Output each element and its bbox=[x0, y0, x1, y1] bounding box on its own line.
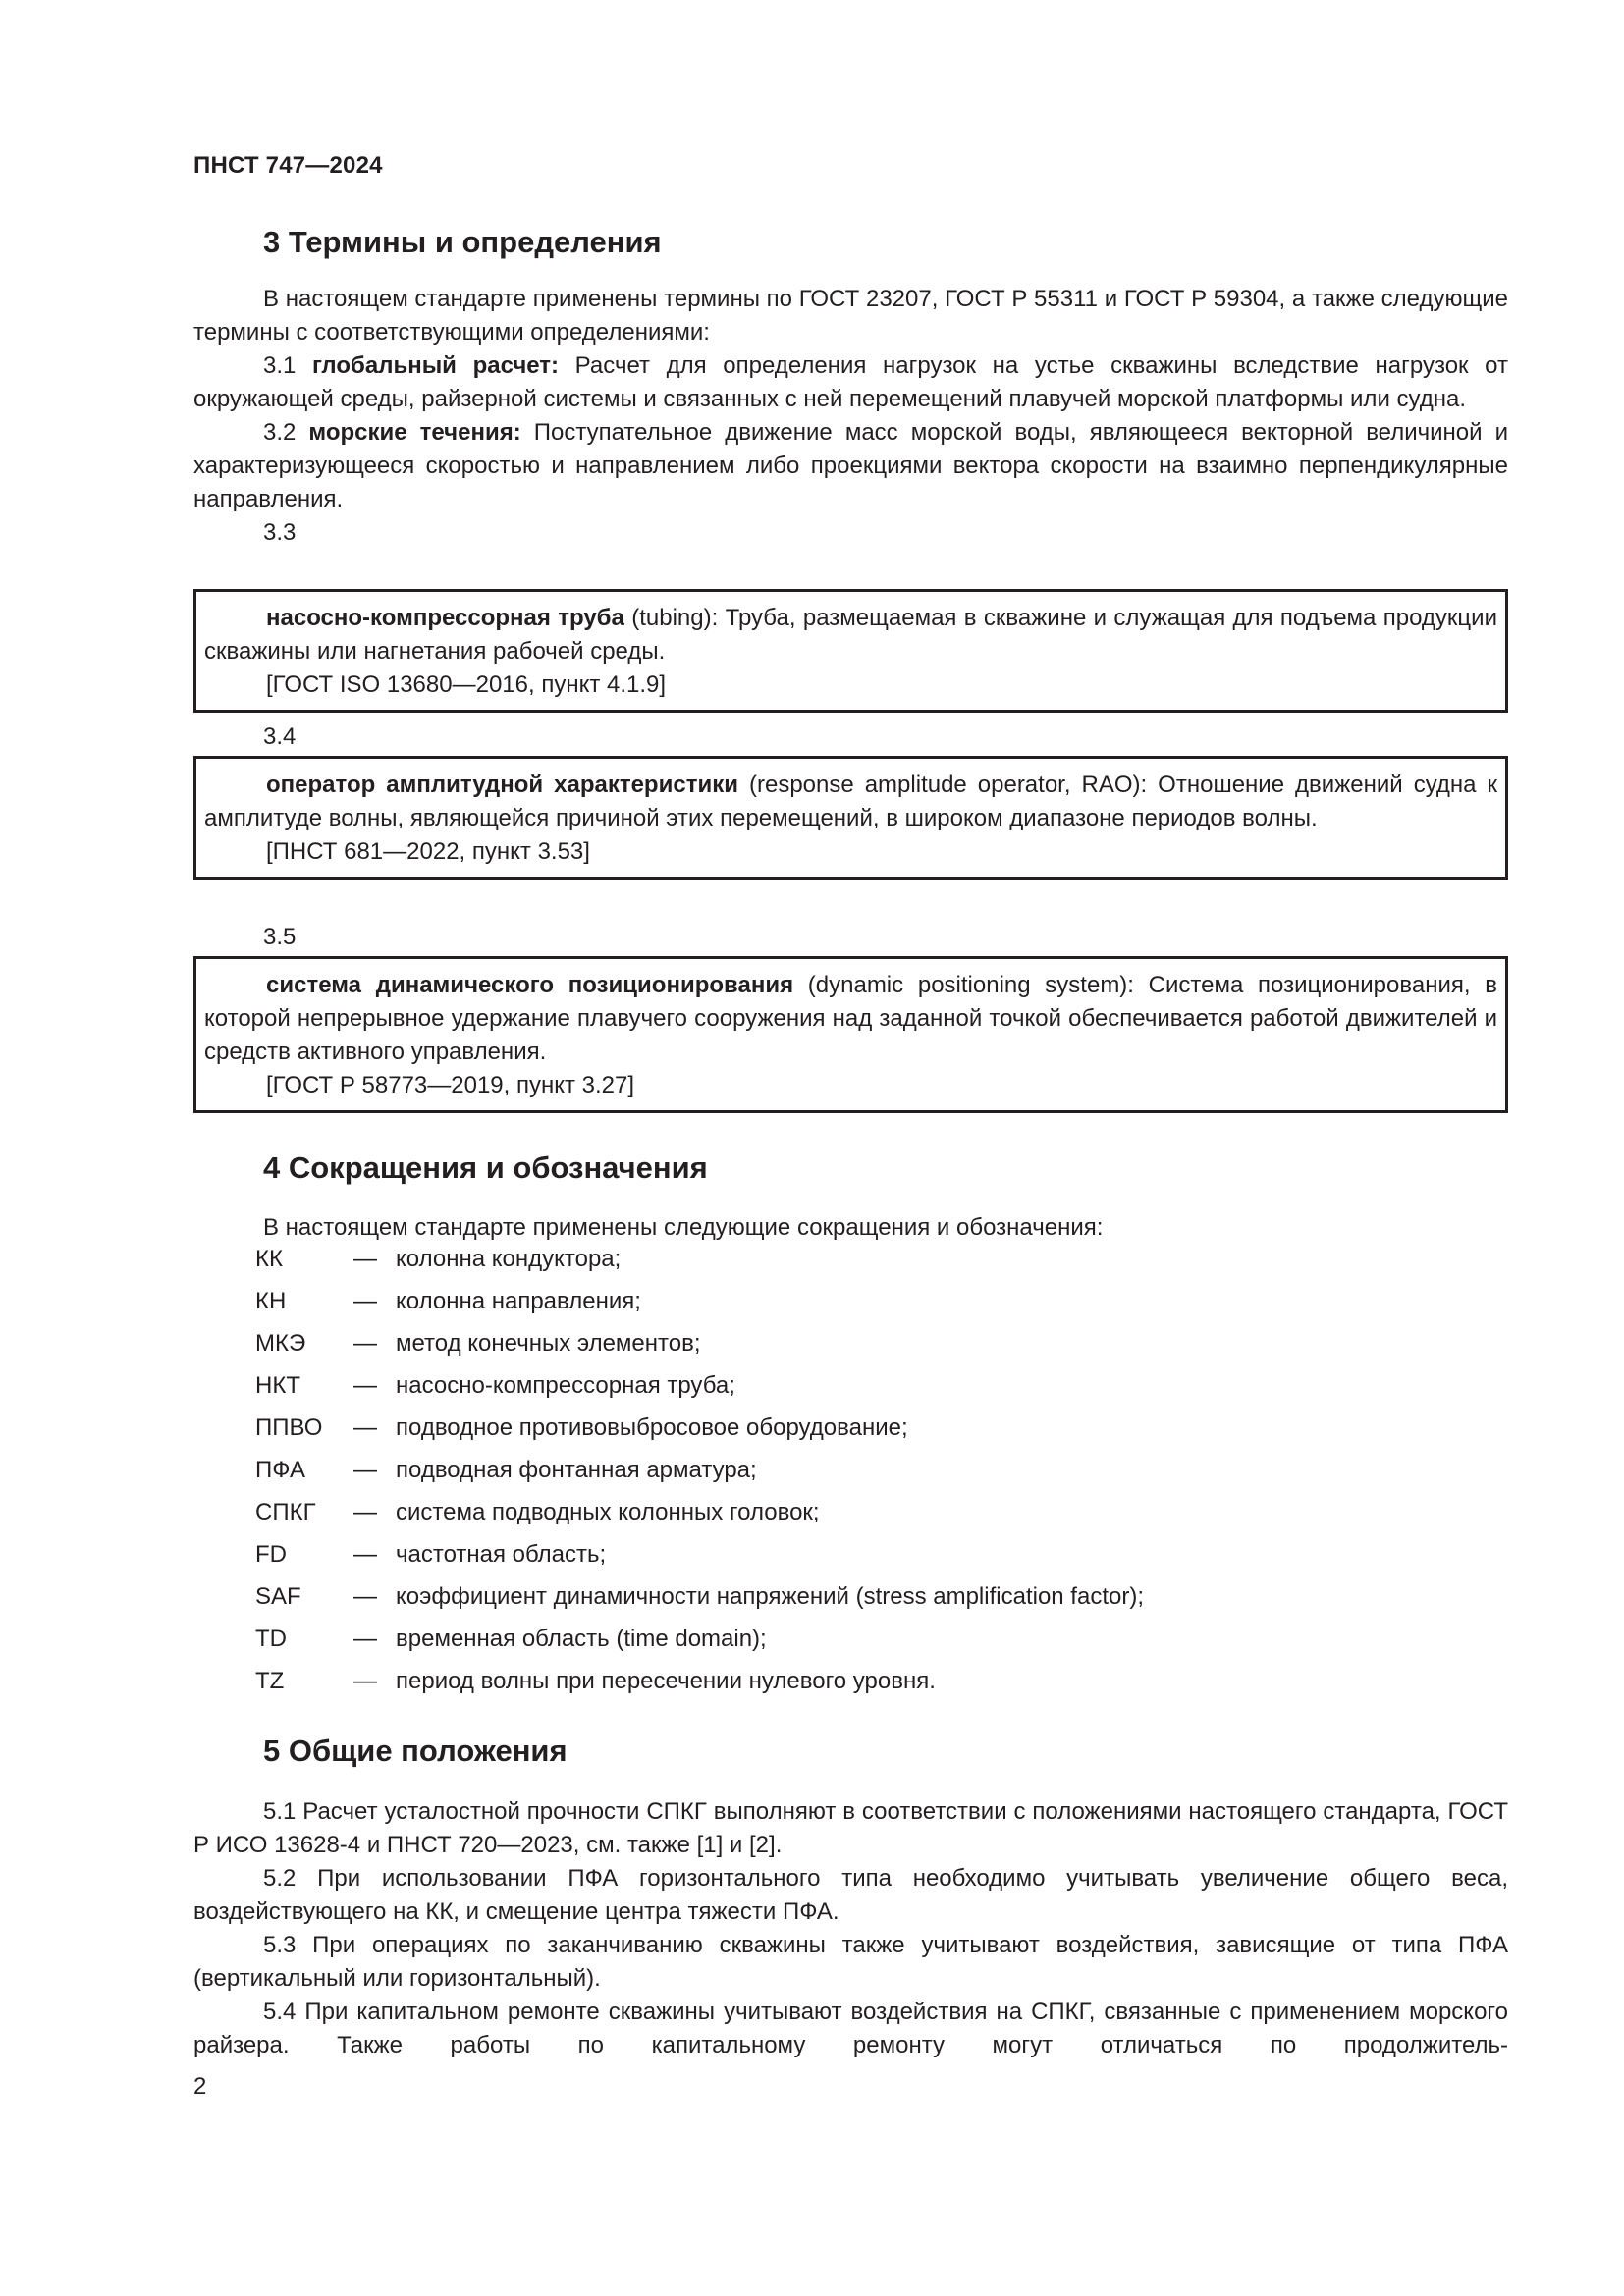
dash: — bbox=[353, 1246, 377, 1272]
abbreviation-item bbox=[255, 1285, 1144, 1327]
abbreviation-key: FD bbox=[255, 1541, 287, 1568]
term-definition: (response amplitude operator, RAO): Отношение движений судна к амплитуде волны, являющейся причиной этих перемещений, в широком диапазоне периодов волны. bbox=[204, 772, 1497, 831]
abbreviation-list bbox=[255, 1243, 1144, 1707]
abbreviation-key: ППВО bbox=[255, 1415, 323, 1441]
dash: — bbox=[353, 1668, 377, 1694]
abbreviation-key: КН bbox=[255, 1288, 287, 1314]
boxed-term-text bbox=[196, 969, 1505, 1069]
abbreviation-item bbox=[255, 1538, 1144, 1580]
term-number: 3.2 bbox=[263, 419, 297, 446]
section-5-body bbox=[193, 1795, 1508, 2062]
abbreviation-key: ПФА bbox=[255, 1457, 305, 1483]
term-name: насосно-компрессорная труба bbox=[266, 605, 624, 631]
clause-5-3: 5.3 При операциях по заканчиванию скважины также учитывают воздействия, зависящие от типа ПФА (вертикальный или горизонтальный). bbox=[193, 1932, 1508, 1992]
abbreviation-item bbox=[255, 1369, 1144, 1412]
abbreviation-item bbox=[255, 1327, 1144, 1369]
abbreviation-key: TZ bbox=[255, 1668, 285, 1694]
abbreviation-item bbox=[255, 1454, 1144, 1496]
section-3-heading: 3 Термины и определения bbox=[263, 225, 662, 259]
section-4-heading: 4 Сокращения и обозначения bbox=[263, 1150, 708, 1185]
abbreviation-item bbox=[255, 1496, 1144, 1538]
abbreviation-meaning: период волны при пересечении нулевого уровня. bbox=[396, 1668, 936, 1694]
term-source: [ГОСТ ISO 13680—2016, пункт 4.1.9] bbox=[266, 671, 667, 698]
abbreviation-meaning: коэффициент динамичности напряжений (stress amplification factor); bbox=[396, 1583, 1144, 1610]
dash: — bbox=[353, 1499, 377, 1525]
abbreviation-item bbox=[255, 1412, 1144, 1454]
term-3-5-number-row bbox=[193, 921, 1508, 954]
abbreviation-key: НКТ bbox=[255, 1372, 300, 1399]
page-number: 2 bbox=[193, 2073, 207, 2100]
abbreviation-meaning: система подводных колонных головок; bbox=[396, 1499, 820, 1525]
boxed-term-3-4 bbox=[193, 756, 1508, 880]
section-3-body bbox=[193, 283, 1508, 550]
boxed-term-text bbox=[196, 602, 1505, 668]
term-3-4-number: 3.4 bbox=[263, 723, 297, 750]
term-source: [ПНСТ 681—2022, пункт 3.53] bbox=[266, 838, 590, 865]
term-name: глобальный расчет: bbox=[312, 352, 560, 379]
dash: — bbox=[353, 1626, 377, 1652]
term-3-3-number: 3.3 bbox=[263, 519, 297, 546]
term-number: 3.1 bbox=[263, 352, 297, 379]
abbreviation-item bbox=[255, 1580, 1144, 1623]
term-source: [ГОСТ Р 58773—2019, пункт 3.27] bbox=[266, 1072, 635, 1098]
abbreviation-meaning: метод конечных элементов; bbox=[396, 1330, 701, 1357]
clause-5-1: 5.1 Расчет усталостной прочности СПКГ выполняют в соответствии с положениями настоящего стандарта, ГОСТ Р ИСО 13628-4 и ПНСТ 720—2023, см. также [1] и [2]. bbox=[193, 1798, 1508, 1858]
dash: — bbox=[353, 1457, 377, 1483]
term-3-5-number: 3.5 bbox=[263, 924, 297, 950]
document-code-header: ПНСТ 747—2024 bbox=[193, 152, 383, 179]
dash: — bbox=[353, 1330, 377, 1357]
term-name: оператор амплитудной характеристики bbox=[266, 772, 738, 798]
abbreviation-meaning: временная область (time domain); bbox=[396, 1626, 767, 1652]
abbreviation-item bbox=[255, 1623, 1144, 1665]
boxed-term-3-5 bbox=[193, 956, 1508, 1113]
dash: — bbox=[353, 1415, 377, 1441]
term-definition: Расчет для определения нагрузок на устье скважины вследствие нагрузок от окружающей среды, райзерной системы и связанных с ней перемещений плавучей морской платформы или судна. bbox=[193, 352, 1508, 412]
clause-5-2: 5.2 При использовании ПФА горизонтального типа необходимо учитывать увеличение общего веса, воздействующего на КК, и смещение центра тяжести ПФА. bbox=[193, 1865, 1508, 1925]
abbreviation-item bbox=[255, 1243, 1144, 1285]
abbreviation-key: TD bbox=[255, 1626, 287, 1652]
abbreviation-meaning: подводная фонтанная арматура; bbox=[396, 1457, 757, 1483]
dash: — bbox=[353, 1583, 377, 1610]
dash: — bbox=[353, 1288, 377, 1314]
abbreviation-key: МКЭ bbox=[255, 1330, 306, 1357]
dash: — bbox=[353, 1372, 377, 1399]
term-definition: (dynamic positioning system): Система позиционирования, в которой непрерывное удержание плавучего сооружения над заданной точкой обеспечивается работой движителей и средств активного управления. bbox=[204, 972, 1497, 1065]
term-3-2 bbox=[193, 416, 1508, 516]
term-3-4-number-row bbox=[193, 721, 1508, 754]
section-4-intro-block bbox=[193, 1211, 1508, 1245]
term-definition: (tubing): Труба, размещаемая в скважине и служащая для подъема продукции скважины или нагнетания рабочей среды. bbox=[204, 605, 1497, 665]
clause-5-4: 5.4 При капитальном ремонте скважины учитывают воздействия на СПКГ, связанные с применением морского райзера. Также работы по капитальному ремонту могут отличаться по продолжитель- bbox=[193, 1999, 1508, 2058]
abbreviation-meaning: колонна кондуктора; bbox=[396, 1246, 622, 1272]
abbreviation-meaning: подводное противовыбросовое оборудование; bbox=[396, 1415, 908, 1441]
abbreviation-key: SAF bbox=[255, 1583, 301, 1610]
abbreviation-meaning: частотная область; bbox=[396, 1541, 607, 1568]
term-3-1 bbox=[193, 349, 1508, 416]
section-5-heading: 5 Общие положения bbox=[263, 1734, 568, 1768]
section-3-intro: В настоящем стандарте применены термины по ГОСТ 23207, ГОСТ Р 55311 и ГОСТ Р 59304, а также следующие термины с соответствующими определениями: bbox=[193, 286, 1508, 346]
boxed-term-text bbox=[196, 769, 1505, 835]
term-name: система динамического позиционирования bbox=[266, 972, 794, 998]
term-definition: Поступательное движение масс морской воды, являющееся векторной величиной и характеризующееся скоростью и направлением либо проекциями вектора скорости на взаимно перпендикулярные направления. bbox=[193, 419, 1508, 512]
dash: — bbox=[353, 1541, 377, 1568]
abbreviation-meaning: насосно-компрессорная труба; bbox=[396, 1372, 735, 1399]
abbreviation-key: КК bbox=[255, 1246, 283, 1272]
abbreviation-meaning: колонна направления; bbox=[396, 1288, 641, 1314]
term-name: морские течения: bbox=[308, 419, 521, 446]
abbreviation-key: СПКГ bbox=[255, 1499, 316, 1525]
abbreviation-item bbox=[255, 1665, 1144, 1707]
boxed-term-3-3 bbox=[193, 589, 1508, 713]
section-4-intro: В настоящем стандарте применены следующие сокращения и обозначения: bbox=[263, 1214, 1104, 1241]
